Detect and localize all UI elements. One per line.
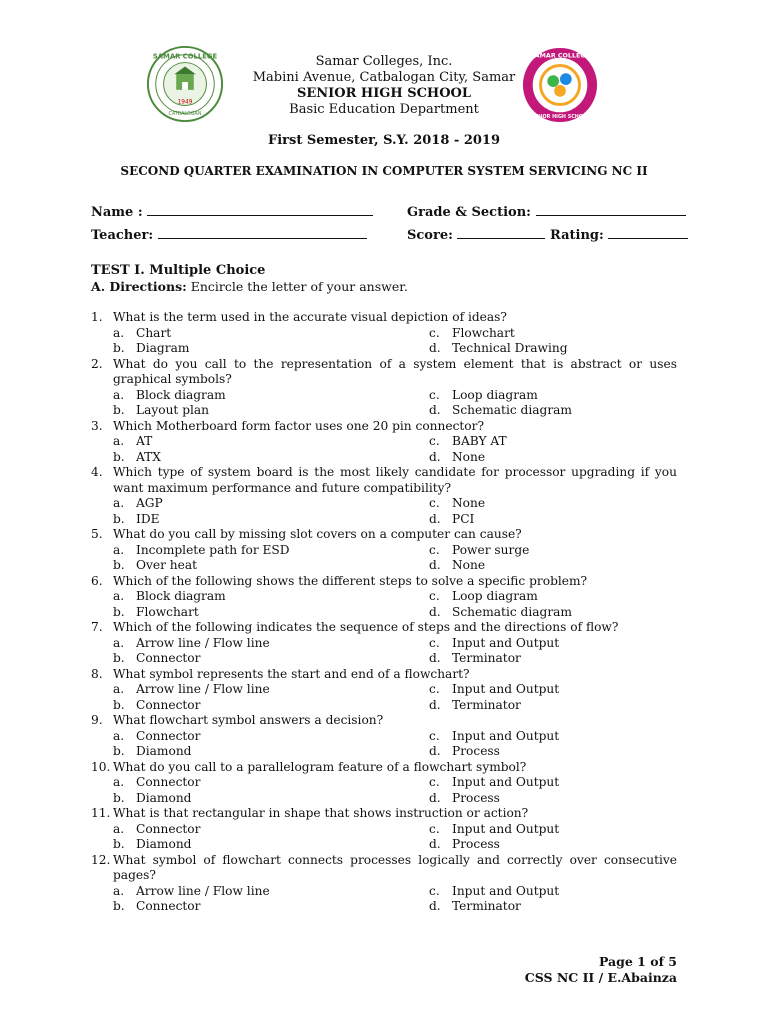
page-number: Page 1 of 5 xyxy=(598,954,677,969)
option-text: AT xyxy=(136,434,153,448)
option-text: Loop diagram xyxy=(452,589,538,603)
option-text: None xyxy=(452,496,486,510)
rating-label: Rating: xyxy=(549,228,604,243)
option-text: None xyxy=(452,449,486,464)
school-department: Basic Education Department xyxy=(289,102,479,117)
option-letter: a. xyxy=(113,775,125,789)
option-letter: b. xyxy=(113,604,125,619)
option-text: Connector xyxy=(136,651,201,665)
option-letter: a. xyxy=(113,728,125,743)
answer-option-a[interactable] xyxy=(91,496,407,512)
question-number: 6. xyxy=(91,573,103,588)
grade-section-label: Grade & Section: xyxy=(407,205,531,220)
answer-option-a[interactable] xyxy=(91,589,407,605)
question-text: What symbol represents the start and end of a flowchart? xyxy=(113,666,470,681)
option-letter: b. xyxy=(113,341,125,355)
option-letter: a. xyxy=(113,635,125,650)
question-item xyxy=(91,419,677,466)
option-letter: b. xyxy=(113,697,125,712)
answer-option-d[interactable] xyxy=(407,651,677,667)
answer-option-d[interactable] xyxy=(407,450,677,466)
option-text: None xyxy=(452,558,486,572)
grade-section-field[interactable] xyxy=(407,203,686,220)
name-label: Name : xyxy=(91,205,143,220)
question-number: 2. xyxy=(91,356,103,371)
question-list xyxy=(91,310,677,915)
option-text: Terminator xyxy=(452,651,521,665)
option-letter: b. xyxy=(113,449,125,464)
question-number: 4. xyxy=(91,465,103,479)
question-item xyxy=(91,667,677,714)
option-letter: c. xyxy=(429,682,440,696)
footer-code: CSS NC II / E.Abainza xyxy=(524,970,677,985)
answer-option-d[interactable] xyxy=(407,403,677,419)
option-letter: d. xyxy=(429,899,441,913)
answer-option-d[interactable] xyxy=(407,605,677,621)
option-letter: c. xyxy=(429,635,440,650)
teacher-blank[interactable] xyxy=(158,226,367,239)
semester-label: First Semester, S.Y. 2018 - 2019 xyxy=(267,133,501,148)
question-text: Which Motherboard form factor uses one 20 pin connector? xyxy=(113,418,484,433)
option-letter: d. xyxy=(429,790,441,805)
option-letter: a. xyxy=(113,325,125,340)
answer-option-d[interactable] xyxy=(407,744,677,760)
directions-label: A. Directions: xyxy=(91,279,187,294)
option-letter: d. xyxy=(429,744,441,758)
option-text: Connector xyxy=(136,821,201,836)
option-text: Arrow line / Flow line xyxy=(136,682,270,696)
question-text: What is the term used in the accurate visual depiction of ideas? xyxy=(113,310,507,324)
option-letter: d. xyxy=(429,837,441,851)
answer-option-b[interactable] xyxy=(91,341,407,357)
directions-text: Encircle the letter of your answer. xyxy=(190,279,408,294)
school-header xyxy=(0,54,768,121)
svg-text:1949: 1949 xyxy=(177,99,193,106)
question-item xyxy=(91,465,677,527)
teacher-label: Teacher: xyxy=(91,228,154,243)
option-letter: b. xyxy=(113,837,125,851)
directions xyxy=(91,279,408,294)
option-letter: d. xyxy=(429,511,441,526)
option-text: Loop diagram xyxy=(452,387,538,402)
option-letter: d. xyxy=(429,604,441,619)
option-text: Input and Output xyxy=(452,821,560,836)
answer-option-d[interactable] xyxy=(407,791,677,807)
option-letter: a. xyxy=(113,883,125,898)
answer-option-a[interactable] xyxy=(91,775,407,791)
answer-option-c[interactable] xyxy=(407,636,677,652)
answer-option-c[interactable] xyxy=(407,434,677,450)
option-text: Connector xyxy=(136,775,201,789)
grade-section-blank[interactable] xyxy=(536,203,686,216)
option-letter: a. xyxy=(113,387,125,402)
option-letter: a. xyxy=(113,434,125,448)
answer-option-c[interactable] xyxy=(407,589,677,605)
answer-option-c[interactable] xyxy=(407,682,677,698)
option-letter: b. xyxy=(113,403,125,417)
question-item xyxy=(91,357,677,419)
answer-option-c[interactable] xyxy=(407,729,677,745)
answer-option-c[interactable] xyxy=(407,326,677,342)
option-letter: a. xyxy=(113,589,125,603)
score-blank[interactable] xyxy=(457,226,545,239)
question-text: What do you call to a parallelogram feature of a flowchart symbol? xyxy=(113,759,527,774)
option-letter: c. xyxy=(429,589,440,603)
option-letter: c. xyxy=(429,883,440,898)
option-letter: c. xyxy=(429,434,440,448)
option-letter: a. xyxy=(113,542,125,557)
option-text: AGP xyxy=(136,496,163,510)
question-number: 8. xyxy=(91,666,103,681)
option-text: Chart xyxy=(136,325,172,340)
question-text: What flowchart symbol answers a decision? xyxy=(113,713,384,727)
answer-option-d[interactable] xyxy=(407,341,677,357)
question-item xyxy=(91,760,677,807)
question-item xyxy=(91,310,677,357)
answer-option-d[interactable] xyxy=(407,512,677,528)
test-title: TEST I. Multiple Choice xyxy=(91,263,266,278)
question-item xyxy=(91,713,677,760)
question-number: 11. xyxy=(91,806,111,820)
answer-option-c[interactable] xyxy=(407,884,677,900)
question-number: 12. xyxy=(91,852,111,867)
answer-option-a[interactable] xyxy=(91,434,407,450)
question-number: 5. xyxy=(91,527,103,541)
option-letter: a. xyxy=(113,682,125,696)
option-text: Block diagram xyxy=(136,387,226,402)
option-letter: c. xyxy=(429,325,440,340)
option-text: ATX xyxy=(136,449,161,464)
svg-text:SENIOR HIGH SCHOOL: SENIOR HIGH SCHOOL xyxy=(529,114,591,121)
option-text: Block diagram xyxy=(136,589,226,603)
answer-option-c[interactable] xyxy=(407,822,677,838)
option-text: Input and Output xyxy=(452,883,560,898)
option-text: Process xyxy=(452,790,500,805)
name-field[interactable] xyxy=(91,203,373,220)
question-number: 3. xyxy=(91,418,103,433)
svg-text:SAMAR COLLEGE: SAMAR COLLEGE xyxy=(152,52,218,61)
option-letter: d. xyxy=(429,651,441,665)
answer-option-c[interactable] xyxy=(407,388,677,404)
score-label: Score: xyxy=(407,228,453,243)
question-item xyxy=(91,853,677,915)
option-text: Arrow line / Flow line xyxy=(136,883,270,898)
option-text: Input and Output xyxy=(452,775,560,789)
name-blank[interactable] xyxy=(147,203,373,216)
exam-title: SECOND QUARTER EXAMINATION IN COMPUTER SYSTEM SERVICING NC II xyxy=(120,164,648,178)
option-text: Input and Output xyxy=(452,635,560,650)
option-text: Terminator xyxy=(452,899,521,913)
school-name: Samar Colleges, Inc. xyxy=(315,54,453,69)
option-text: Terminator xyxy=(452,697,521,712)
option-letter: c. xyxy=(429,821,440,836)
answer-option-b[interactable] xyxy=(91,899,407,915)
option-letter: d. xyxy=(429,403,441,417)
answer-option-c[interactable] xyxy=(407,775,677,791)
option-text: BABY AT xyxy=(452,434,507,448)
option-text: Diagram xyxy=(136,341,190,355)
question-item xyxy=(91,527,677,574)
option-letter: d. xyxy=(429,449,441,464)
answer-option-a[interactable] xyxy=(91,326,407,342)
option-text: Incomplete path for ESD xyxy=(136,542,290,557)
option-text: Connector xyxy=(136,697,201,712)
answer-option-a[interactable] xyxy=(91,388,407,404)
answer-option-a[interactable] xyxy=(91,682,407,698)
question-item xyxy=(91,574,677,621)
question-text: What is that rectangular in shape that shows instruction or action? xyxy=(113,806,529,820)
svg-text:SAMAR COLLEGE: SAMAR COLLEGE xyxy=(530,52,590,60)
answer-option-b[interactable] xyxy=(91,558,407,574)
option-letter: c. xyxy=(429,775,440,789)
question-text: What do you call to the representation of a system element that is abstract or uses graphical symbols? xyxy=(113,356,677,386)
answer-option-b[interactable] xyxy=(91,403,407,419)
option-text: Diamond xyxy=(136,837,192,851)
answer-option-b[interactable] xyxy=(91,605,407,621)
option-letter: b. xyxy=(113,790,125,805)
question-number: 1. xyxy=(91,310,103,324)
option-text: Schematic diagram xyxy=(452,604,572,619)
answer-option-b[interactable] xyxy=(91,651,407,667)
answer-option-a[interactable] xyxy=(91,636,407,652)
option-letter: c. xyxy=(429,387,440,402)
question-text: Which of the following shows the different steps to solve a specific problem? xyxy=(113,573,588,588)
answer-option-b[interactable] xyxy=(91,450,407,466)
score-rating-field[interactable] xyxy=(407,226,688,243)
answer-option-a[interactable] xyxy=(91,822,407,838)
option-text: Connector xyxy=(136,899,201,913)
answer-option-d[interactable] xyxy=(407,558,677,574)
option-text: Flowchart xyxy=(452,325,515,340)
option-text: Over heat xyxy=(136,558,198,572)
question-number: 10. xyxy=(91,759,111,774)
rating-blank[interactable] xyxy=(608,226,688,239)
question-text: What symbol of flowchart connects processes logically and correctly over consecutive pages? xyxy=(113,852,677,882)
answer-option-d[interactable] xyxy=(407,698,677,714)
question-item xyxy=(91,620,677,667)
option-text: Diamond xyxy=(136,790,192,805)
option-letter: c. xyxy=(429,728,440,743)
option-letter: c. xyxy=(429,496,440,510)
option-letter: b. xyxy=(113,899,125,913)
question-text: Which type of system board is the most likely candidate for processor upgrading if you want maximum performance and future compatibility? xyxy=(113,465,677,495)
option-text: Power surge xyxy=(452,542,530,557)
option-letter: b. xyxy=(113,511,125,526)
question-text: Which of the following indicates the sequence of steps and the directions of flow? xyxy=(113,620,619,634)
option-letter: a. xyxy=(113,496,125,510)
answer-option-b[interactable] xyxy=(91,744,407,760)
option-letter: b. xyxy=(113,651,125,665)
option-text: Input and Output xyxy=(452,728,560,743)
answer-option-b[interactable] xyxy=(91,512,407,528)
option-text: Connector xyxy=(136,728,201,743)
option-text: Schematic diagram xyxy=(452,403,572,417)
option-text: PCI xyxy=(452,511,475,526)
option-text: Input and Output xyxy=(452,682,560,696)
option-letter: d. xyxy=(429,558,441,572)
option-text: Diamond xyxy=(136,744,192,758)
question-number: 9. xyxy=(91,713,103,727)
option-letter: d. xyxy=(429,341,441,355)
answer-option-d[interactable] xyxy=(407,837,677,853)
option-letter: b. xyxy=(113,744,125,758)
svg-text:CATBALOGAN: CATBALOGAN xyxy=(168,111,202,118)
teacher-field[interactable] xyxy=(91,226,367,243)
answer-option-c[interactable] xyxy=(407,496,677,512)
option-letter: a. xyxy=(113,821,125,836)
answer-option-b[interactable] xyxy=(91,698,407,714)
answer-option-a[interactable] xyxy=(91,729,407,745)
school-division: SENIOR HIGH SCHOOL xyxy=(297,86,471,101)
answer-option-d[interactable] xyxy=(407,899,677,915)
question-item xyxy=(91,806,677,853)
option-letter: b. xyxy=(113,558,125,572)
option-letter: c. xyxy=(429,542,440,557)
option-text: Flowchart xyxy=(136,604,199,619)
option-text: Process xyxy=(452,837,500,851)
option-text: Technical Drawing xyxy=(452,341,568,355)
question-text: What do you call by missing slot covers on a computer can cause? xyxy=(113,527,522,541)
option-text: Process xyxy=(452,744,500,758)
option-letter: d. xyxy=(429,697,441,712)
option-text: IDE xyxy=(136,511,160,526)
answer-option-c[interactable] xyxy=(407,543,677,559)
answer-option-a[interactable] xyxy=(91,884,407,900)
answer-option-b[interactable] xyxy=(91,791,407,807)
answer-option-b[interactable] xyxy=(91,837,407,853)
answer-option-a[interactable] xyxy=(91,543,407,559)
option-text: Arrow line / Flow line xyxy=(136,635,270,650)
question-number: 7. xyxy=(91,620,103,634)
school-address: Mabini Avenue, Catbalogan City, Samar xyxy=(252,70,516,85)
option-text: Layout plan xyxy=(136,403,210,417)
